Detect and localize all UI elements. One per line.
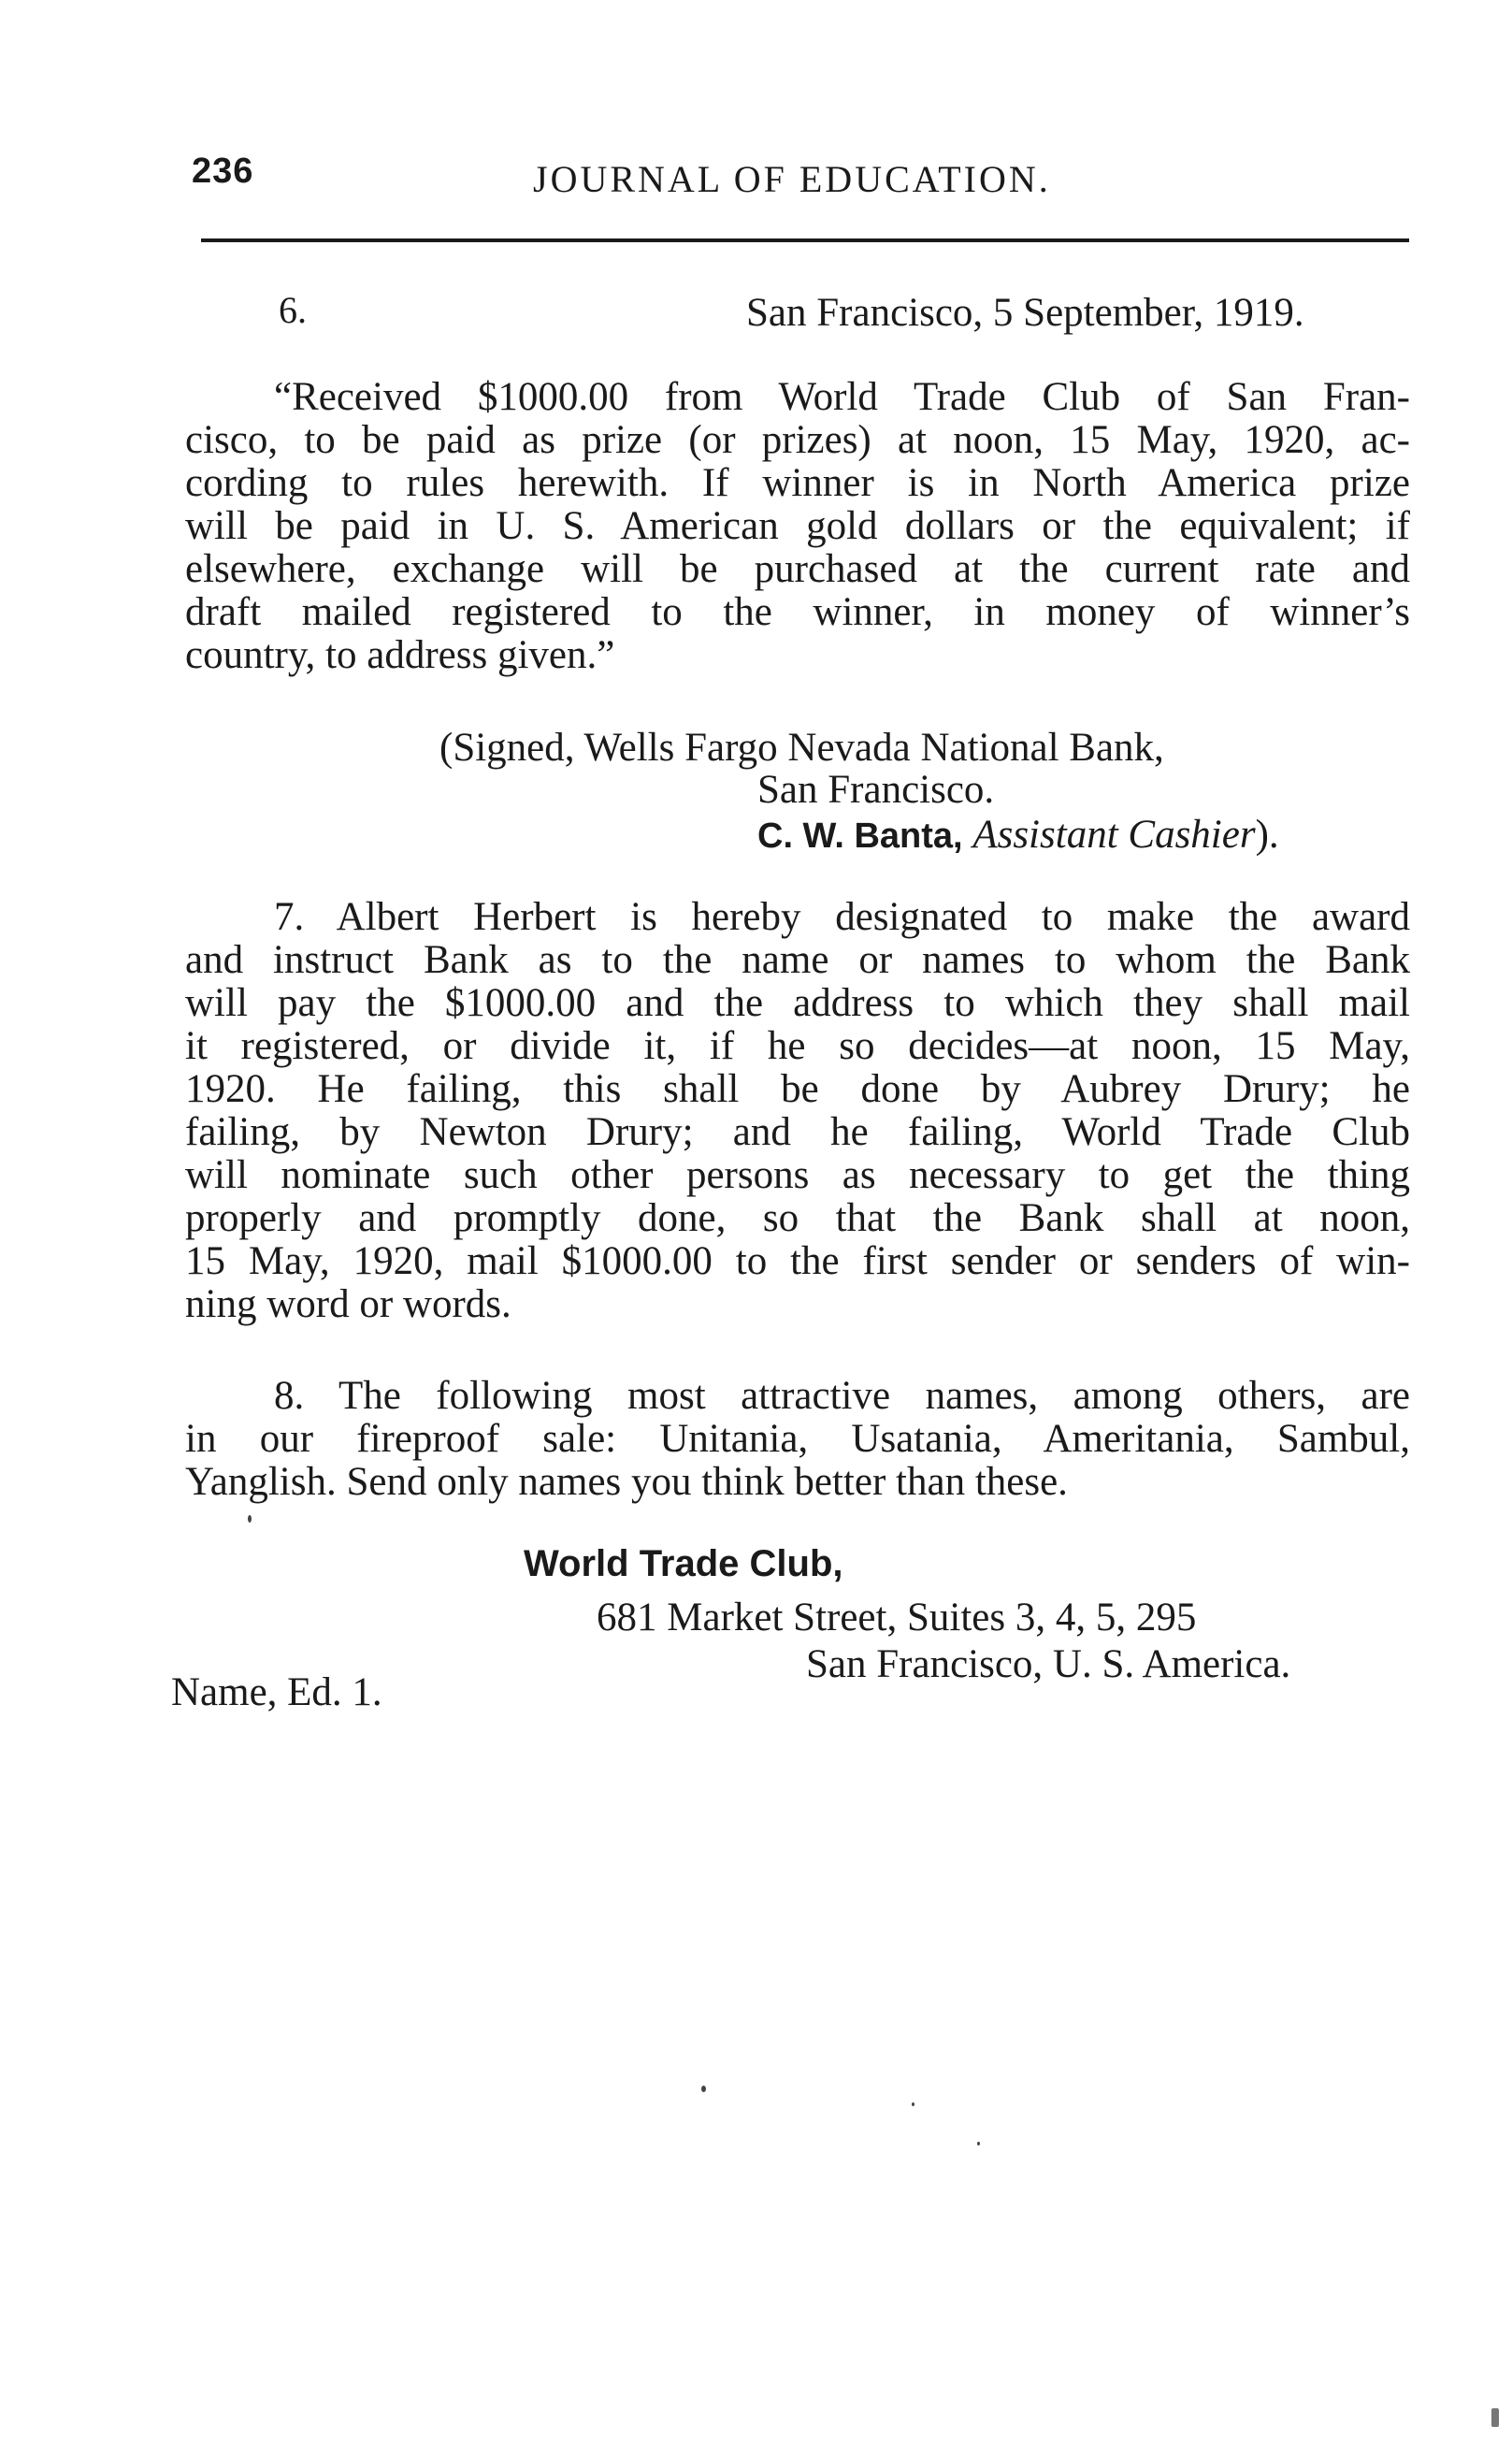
club-name: World Trade Club,	[524, 1543, 843, 1584]
quote-line: elsewhere, exchange will be purchased at the current rate and	[185, 547, 1410, 591]
scan-speck	[248, 1515, 252, 1523]
item7-line: 1920. He failing, this shall be done by Aubrey Drury; he	[185, 1067, 1410, 1111]
item7-line: it registered, or divide it, if he so decides—at noon, 15 May,	[185, 1024, 1410, 1068]
item8-line: Yanglish. Send only names you think better than these.	[185, 1460, 1068, 1504]
form-reference: Name, Ed. 1.	[171, 1670, 382, 1714]
quote-line: “Received $1000.00 from World Trade Club of San Fran-	[274, 375, 1410, 419]
item-number-6: 6.	[279, 289, 307, 331]
item7-line: failing, by Newton Drury; and he failing, World Trade Club	[185, 1110, 1410, 1154]
item7-line: and instruct Bank as to the name or names to whom the Bank	[185, 938, 1410, 982]
scan-speck	[912, 2102, 914, 2106]
scan-speck	[1491, 2408, 1499, 2427]
item8-line: in our fireproof sale: Unitania, Usatania, Ameritania, Sambul,	[185, 1417, 1410, 1461]
item-8-paragraph	[185, 1375, 1410, 1504]
club-city: San Francisco, U. S. America.	[806, 1642, 1291, 1686]
scan-speck	[977, 2142, 980, 2145]
item-7-paragraph	[185, 896, 1410, 1326]
quote-line: country, to address given.”	[185, 633, 615, 677]
signer-name: C. W. Banta,	[757, 816, 963, 856]
item8-line: 8. The following most attractive names, among others, are	[274, 1374, 1410, 1418]
quote-line: cisco, to be paid as prize (or prizes) at noon, 15 May, 1920, ac-	[185, 418, 1410, 462]
item7-line: will nominate such other persons as necessary to get the thing	[185, 1153, 1410, 1197]
quote-line: will be paid in U. S. American gold dollars or the equivalent; if	[185, 504, 1410, 548]
scan-speck	[701, 2086, 706, 2092]
running-head: JOURNAL OF EDUCATION.	[533, 158, 1051, 200]
signature-bank: (Signed, Wells Fargo Nevada National Bank,	[439, 726, 1164, 770]
signature-city: San Francisco.	[757, 768, 995, 812]
header-rule	[201, 238, 1409, 242]
signature-closing: ).	[1255, 813, 1279, 857]
item7-line: 7. Albert Herbert is hereby designated to make the award	[274, 895, 1410, 939]
page-number: 236	[192, 152, 254, 191]
item7-line: properly and promptly done, so that the Bank shall at noon,	[185, 1196, 1410, 1240]
dateline: San Francisco, 5 September, 1919.	[746, 291, 1304, 335]
signature-signer	[757, 812, 1279, 858]
item7-line: will pay the $1000.00 and the address to which they shall mail	[185, 981, 1410, 1025]
quote-line: draft mailed registered to the winner, in money of winner’s	[185, 590, 1410, 634]
item7-line: 15 May, 1920, mail $1000.00 to the first sender or senders of win-	[185, 1239, 1410, 1283]
receipt-quote	[185, 376, 1410, 677]
signer-title: Assistant Cashier	[972, 813, 1256, 857]
club-address: 681 Market Street, Suites 3, 4, 5, 295	[597, 1596, 1197, 1639]
item7-line: ning word or words.	[185, 1282, 511, 1326]
quote-line: cording to rules herewith. If winner is in North America prize	[185, 461, 1410, 505]
